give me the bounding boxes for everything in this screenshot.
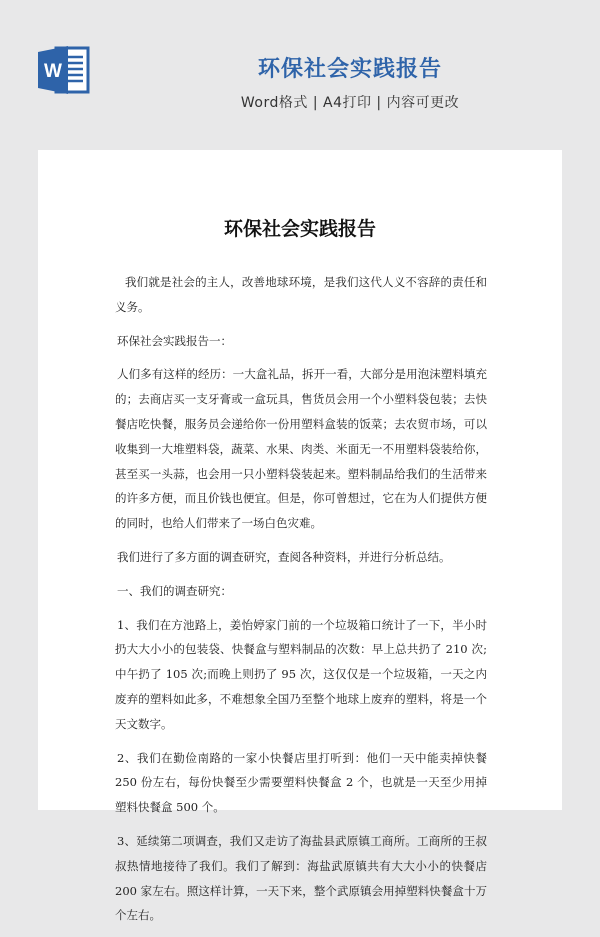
banner — [0, 0, 600, 150]
paragraph: 3、延续第二项调查，我们又走访了海盐县武原镇工商所。工商所的王叔叔热情地接待了我们。我们了解到：海盐武原镇共有大大小小的快餐店 200 家左右。照这样计算，一天下来，整个武原镇会用掉塑料快餐盒十万个左右。 — [115, 833, 487, 923]
paragraph: 人们多有这样的经历：一大盒礼品，拆开一看，大部分是用泡沫塑料填充的；去商店买一支牙膏或一盒玩具，售货员会用一个小塑料袋包装；去快餐店吃快餐，服务员会递给你一份用塑料盒装的饭菜；去农贸市场，可以收集到一大堆塑料袋，蔬菜、水果、肉类、米面无一不用塑料袋装给你，甚至买一头蒜，也会用一只小塑料袋装起来。塑料制品给我们的生活带来的许多方便，而且价钱也便宜。但是，你可曾想过，它在为人们提供方便的同时，也给人们带来了一场白色灾难。 — [115, 367, 487, 531]
paragraph: 环保社会实践报告一： — [117, 333, 232, 348]
paragraph: 2、我们在勤俭南路的一家小快餐店里打听到：他们一天中能卖掉快餐 250 份左右，每份快餐至少需要塑料快餐盒 2 个，也就是一天至少用掉塑料快餐盒 500 个。 — [115, 750, 487, 815]
word-doc-icon — [36, 44, 92, 96]
banner-subtitle: Word格式 | A4打印 | 内容可更改 — [240, 95, 460, 111]
word-icon-letter: W — [44, 61, 62, 82]
paragraph: 我们就是社会的主人，改善地球环境，是我们这代人义不容辞的责任和义务。 — [115, 275, 487, 314]
paragraph: 一、我们的调查研究： — [117, 583, 232, 598]
document-page — [38, 150, 562, 923]
document-body — [115, 270, 487, 937]
document-title: 环保社会实践报告 — [223, 218, 376, 240]
paragraph: 1、我们在方池路上，姜怡婷家门前的一个垃圾箱口统计了一下，半小时扔大大小小的包装袋、快餐盒与塑料制品的次数：早上总共扔了 210 次;中午扔了 105 次;而晚上则扔了 95 次，这仅仅是一个垃圾箱，一天之内废弃的塑料如此多，不难想象全国乃至整个地球上废弃的塑料，将是一个天文数字。 — [115, 617, 487, 731]
banner-title: 环保社会实践报告 — [257, 57, 442, 82]
paragraph: 我们进行了多方面的调查研究，查阅各种资料，并进行分析总结。 — [117, 549, 451, 564]
